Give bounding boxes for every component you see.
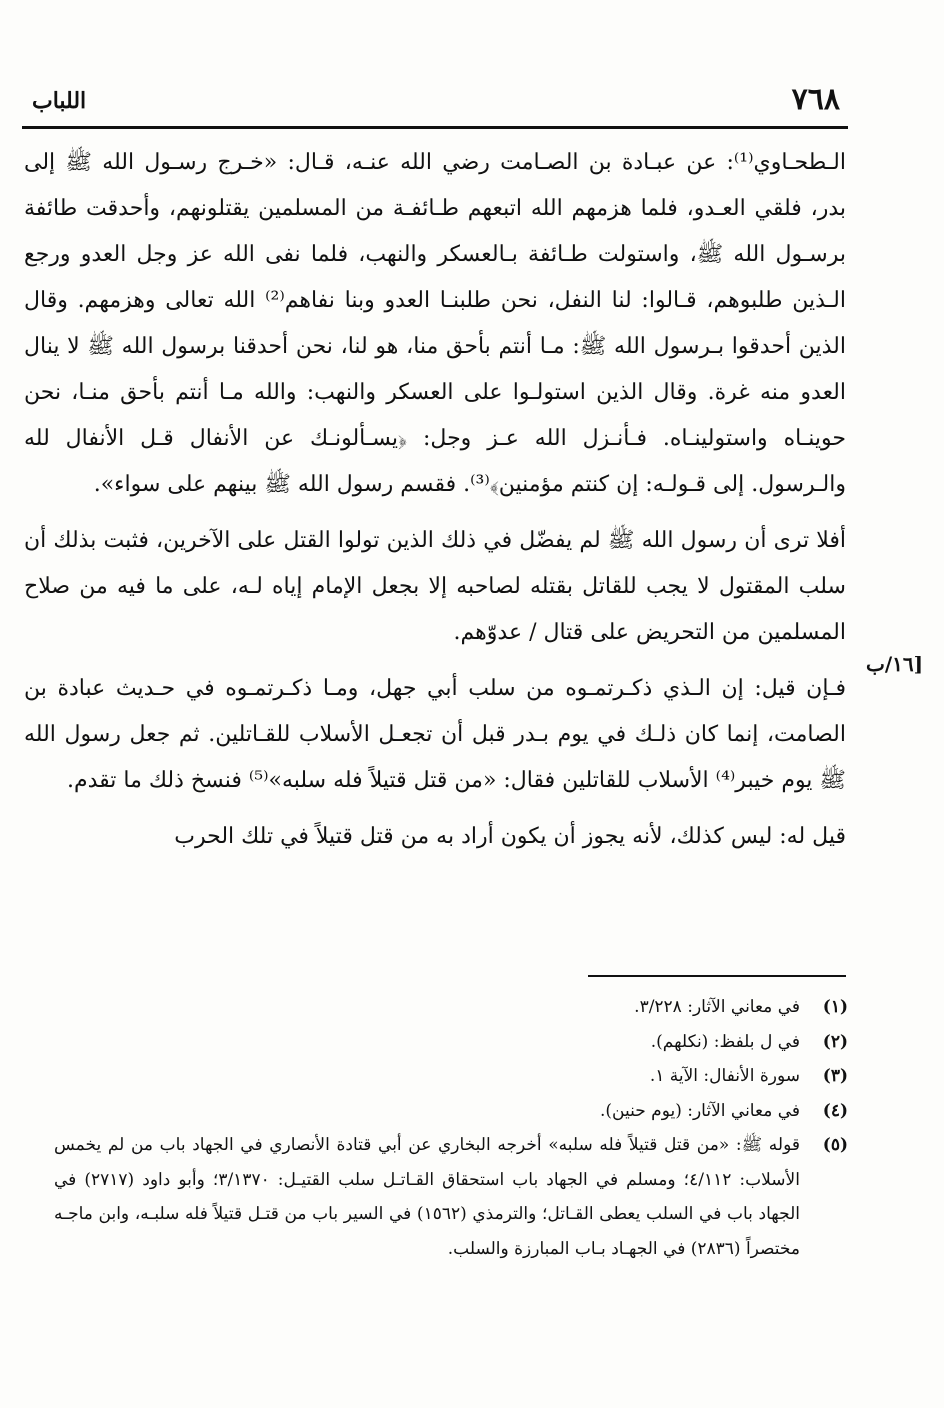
- paragraph: قيل له: ليس كذلك، لأنه يجوز أن يكون أراد به من قتل قتيلاً في تلك الحرب: [174, 824, 846, 849]
- footnote-divider: [588, 975, 846, 977]
- footnote-text: قوله ﷺ: «من قتل قتيلاً فله سلبه» أخرجه البخاري عن أبي قتادة الأنصاري في الجهاد باب من لم يخمس الأسلاب: ٤/١١٢؛ ومسلم في الجهاد باب استحقاق القـاتـل سلب القتيـل: ٣/١٣٧٠؛ وأبو داود (٢٧١٧) في الجهاد باب في السلب يعطى القـاتل؛ والترمذي (١٥٦٢) في السير باب من قتـل قتيلاً فله سلبـه، وابن ماجـه مختصراً (٢٨٣٦) في الجهـاد بـاب المبارزة والسلب.: [54, 1135, 801, 1259]
- footnote: [54, 1128, 848, 1266]
- paragraph: فـإن قيل: إن الـذي ذكـرتمـوه من سلب أبي جهل، ومـا ذكـرتمـوه في حـديث عبادة بن الصامت، إنما كان ذلـك في يوم بـدر قبل أن تجعـل الأسلاب للقـاتلين. ثم جعل رسول الله ﷺ يوم خيبر⁽⁴⁾ الأسلاب للقاتلين فقال: «من قتل قتيلاً فله سلبه»⁽⁵⁾ فنسخ ذلك ما تقدم.: [24, 676, 846, 793]
- footnote-text: في معاني الآثار: (يوم حنين).: [600, 1100, 800, 1121]
- footnote-number: (٤): [822, 1100, 848, 1121]
- main-text: [24, 140, 846, 860]
- paragraph: الـطحـاوي⁽¹⁾: عن عبـادة بن الصـامت رضي الله عنـه، قـال: «خـرج رسـول الله ﷺ إلى بدر، فلقي العـدو، فلما هزمهم الله اتبعهم طـائفـة من المسلمين يقتلونهم، وأحدقت طائفة برسـول الله ﷺ، واستولت طـائفة بـالعسكر والنهب، فلما نفى الله عز وجل العدو ورجع الـذين طلبوهم، قـالوا: لنا النفل، نحن طلبنـا العدو وبنا نفاهم⁽²⁾ الله تعالى وهزمهم. وقال الذين أحدقوا بـرسول الله ﷺ: مـا أنتم بأحق منا، هو لنا، نحن أحدقنا برسول الله ﷺ لا ينال العدو منه غرة. وقال الذين استولـوا على العسكر والنهب: والله مـا أنتم بأحق منـا، نحن حوينـاه واستولينـاه. فـأنـزل الله عـز وجل: ﴿يسـألونـك عن الأنفال قـل الأنفال لله والـرسول. إلى قـولـه: إن كنتم مؤمنين﴾⁽³⁾. فقسم رسول الله ﷺ بينهم على سواء».: [24, 150, 846, 497]
- footnote: [54, 990, 848, 1025]
- page-number: ٧٦٨: [791, 82, 840, 117]
- footnote-number: (٣): [822, 1066, 848, 1086]
- footnote-number: (١): [822, 997, 848, 1017]
- page-header: [22, 82, 848, 129]
- manuscript-folio-marker: [١٦/ب: [866, 652, 924, 676]
- paragraph: أفلا ترى أن رسول الله ﷺ لم يفضّل في ذلك الذين تولوا القتل على الآخرين، فثبت بذلك أن سلب المقتول لا يجب للقاتل بقتله لصاحبه إلا بجعل الإمام إياه لـه، على ما فيه من صلاح المسلمين من التحريض على قتال / عدوّهم.: [24, 528, 846, 645]
- footnote-text: في ل بلفظ: (نكلهم).: [650, 1031, 800, 1052]
- footnote-text: سورة الأنفال: الآية ١.: [649, 1066, 800, 1086]
- footnote-number: (٢): [822, 1031, 848, 1052]
- footnote: [54, 1059, 848, 1094]
- running-title: اللباب: [32, 88, 87, 114]
- footnote: [54, 1025, 848, 1060]
- footnote-number: (٥): [822, 1135, 848, 1155]
- footnote: [54, 1094, 848, 1129]
- footnote-text: في معاني الآثار: ٣/٢٢٨.: [634, 997, 800, 1017]
- footnotes: [54, 990, 848, 1266]
